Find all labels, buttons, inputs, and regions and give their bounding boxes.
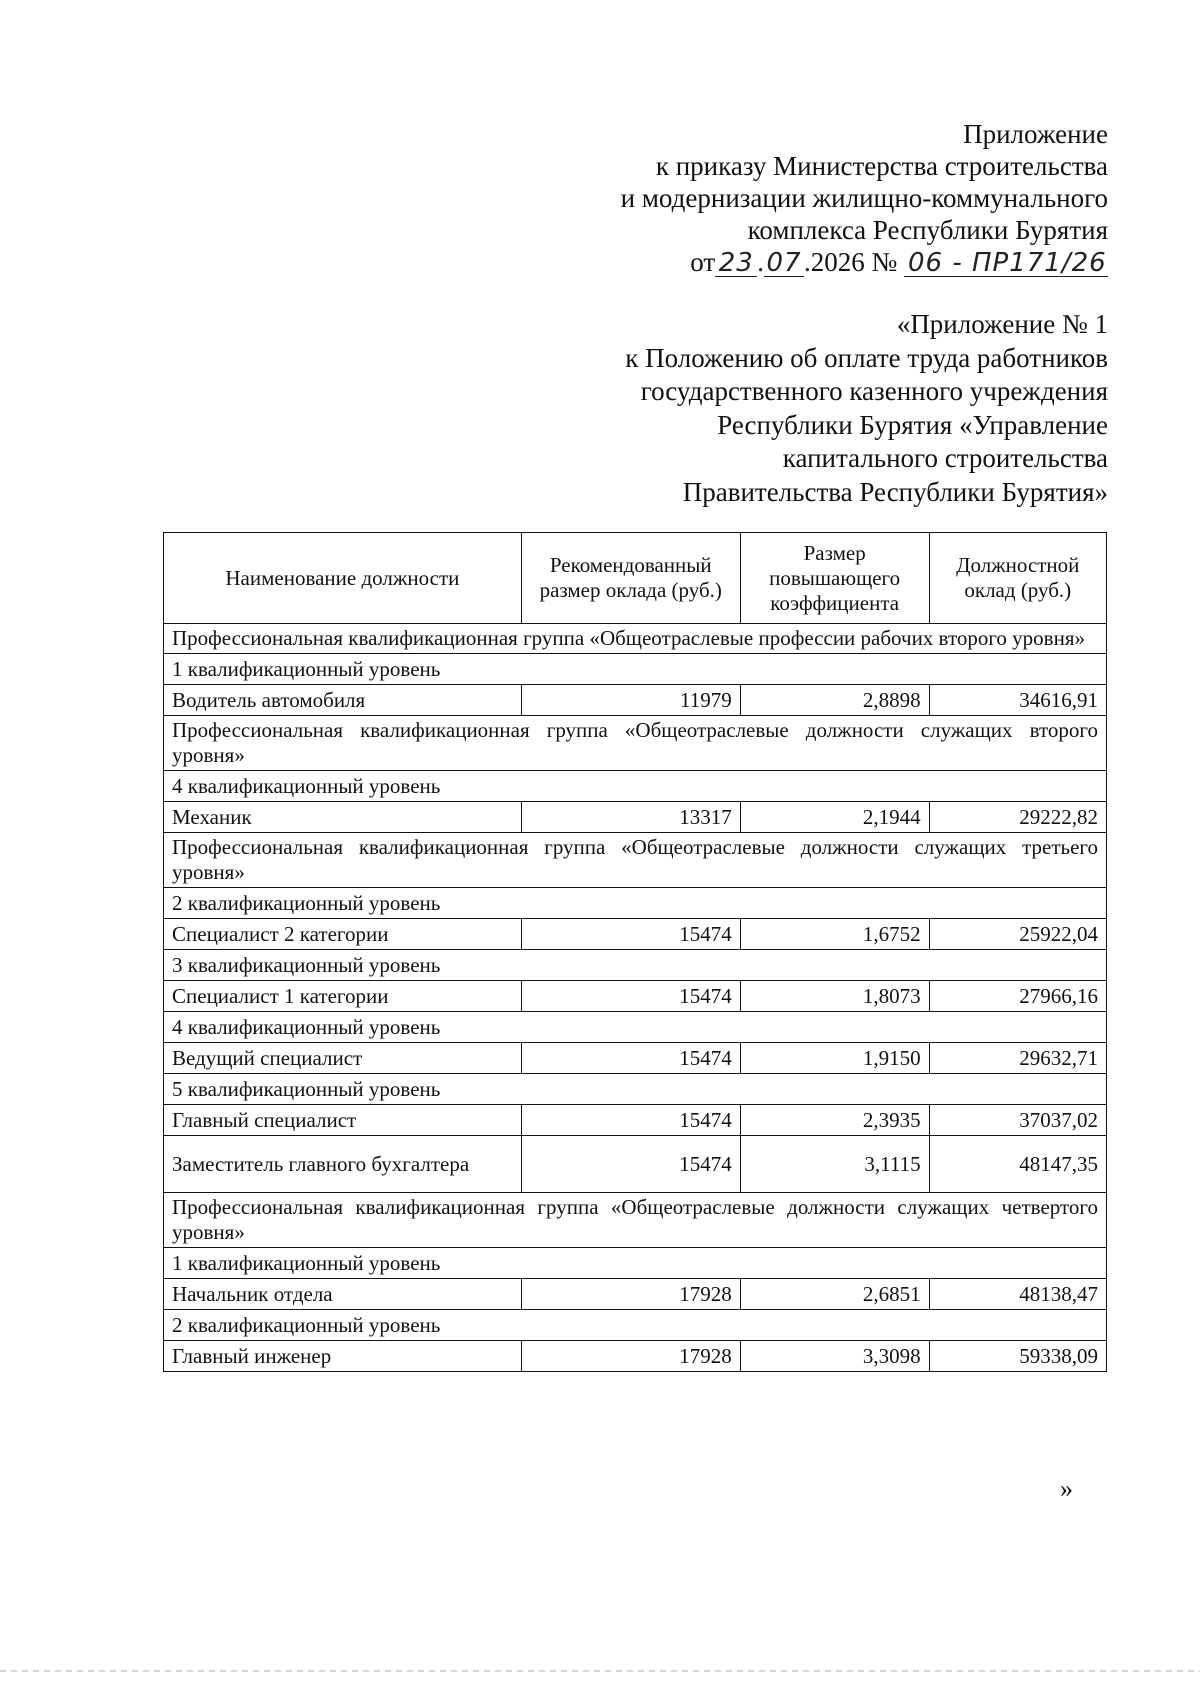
handwritten-day: 23: [715, 250, 757, 277]
official-salary: 34616,91: [929, 685, 1106, 716]
table-body: [164, 624, 1107, 1372]
date-separator: .: [757, 247, 764, 277]
group-row: [164, 1193, 1107, 1248]
annex-line-2: к Положению об оплате труда работников: [625, 342, 1108, 373]
recommended-salary: 17928: [521, 1341, 740, 1372]
table-row: [164, 919, 1107, 950]
header-line-3: и модернизации жилищно-коммунального: [620, 183, 1108, 213]
position-name: Главный инженер: [164, 1341, 522, 1372]
table-header-row: [164, 533, 1107, 624]
official-salary: 27966,16: [929, 981, 1106, 1012]
official-salary: 29222,82: [929, 802, 1106, 833]
qualification-level: 4 квалификационный уровень: [164, 771, 1107, 802]
qualification-level: 1 квалификационный уровень: [164, 1248, 1107, 1279]
level-row: [164, 888, 1107, 919]
official-salary: 29632,71: [929, 1043, 1106, 1074]
table-row: [164, 685, 1107, 716]
official-salary: 37037,02: [929, 1105, 1106, 1136]
official-salary: 48138,47: [929, 1279, 1106, 1310]
level-row: [164, 1310, 1107, 1341]
annex-line-5: капитального строительства: [782, 443, 1108, 473]
table-row: [164, 981, 1107, 1012]
appendix-header: [621, 118, 1108, 278]
position-name: Ведущий специалист: [164, 1043, 522, 1074]
recommended-salary: 15474: [521, 1043, 740, 1074]
position-name: Механик: [164, 802, 522, 833]
coefficient: 1,6752: [740, 919, 929, 950]
recommended-salary: 15474: [521, 1136, 740, 1193]
official-salary: 48147,35: [929, 1136, 1106, 1193]
qualification-level: 2 квалификационный уровень: [164, 888, 1107, 919]
header-line-4: комплекса Республики Бурятия: [747, 215, 1108, 245]
qualification-group-title: Профессиональная квалификационная группа «Общеотраслевые профессии рабочих второго уровня»: [164, 624, 1107, 654]
official-salary: 59338,09: [929, 1341, 1106, 1372]
level-row: [164, 771, 1107, 802]
qualification-level: 5 квалификационный уровень: [164, 1074, 1107, 1105]
handwritten-month: 07: [764, 250, 804, 277]
position-name: Специалист 2 категории: [164, 919, 522, 950]
coefficient: 2,3935: [740, 1105, 929, 1136]
annex-line-3: государственного казенного учреждения: [640, 376, 1108, 406]
position-name: Специалист 1 категории: [164, 981, 522, 1012]
closing-quote: »: [1060, 1474, 1073, 1503]
coefficient: 3,1115: [740, 1136, 929, 1193]
coefficient: 1,8073: [740, 981, 929, 1012]
level-row: [164, 1074, 1107, 1105]
recommended-salary: 15474: [521, 1105, 740, 1136]
qualification-level: 4 квалификационный уровень: [164, 1012, 1107, 1043]
header-official-salary: Должностной оклад (руб.): [929, 533, 1106, 624]
qualification-level: 3 квалификационный уровень: [164, 950, 1107, 981]
table-row: [164, 1341, 1107, 1372]
group-row: [164, 624, 1107, 654]
coefficient: 2,1944: [740, 802, 929, 833]
table-row: [164, 1279, 1107, 1310]
recommended-salary: 15474: [521, 981, 740, 1012]
handwritten-order-number: 06 - ПР171/26: [904, 250, 1108, 277]
level-row: [164, 1012, 1107, 1043]
table-row: [164, 802, 1107, 833]
salary-table: [163, 532, 1107, 1372]
table-row: [164, 1136, 1107, 1193]
level-row: [164, 654, 1107, 685]
coefficient: 2,8898: [740, 685, 929, 716]
annex-line-1: «Приложение № 1: [896, 309, 1108, 339]
level-row: [164, 950, 1107, 981]
coefficient: 2,6851: [740, 1279, 929, 1310]
qualification-group-title: Профессиональная квалификационная группа «Общеотраслевые должности служащих третьего уровня»: [164, 833, 1107, 888]
annex-title: [625, 308, 1108, 509]
table-row: [164, 1105, 1107, 1136]
recommended-salary: 15474: [521, 919, 740, 950]
header-recommended-salary: Рекомендованный размер оклада (руб.): [521, 533, 740, 624]
header-coefficient: Размер повышающего коэффициента: [740, 533, 929, 624]
date-year: .2026 №: [803, 247, 898, 277]
official-salary: 25922,04: [929, 919, 1106, 950]
position-name: Главный специалист: [164, 1105, 522, 1136]
level-row: [164, 1248, 1107, 1279]
coefficient: 3,3098: [740, 1341, 929, 1372]
coefficient: 1,9150: [740, 1043, 929, 1074]
group-row: [164, 833, 1107, 888]
recommended-salary: 11979: [521, 685, 740, 716]
position-name: Начальник отдела: [164, 1279, 522, 1310]
qualification-group-title: Профессиональная квалификационная группа «Общеотраслевые должности служащих четвертого уровня»: [164, 1193, 1107, 1248]
table-row: [164, 1043, 1107, 1074]
annex-line-6: Правительства Республики Бурятия»: [682, 476, 1108, 507]
position-name: Заместитель главного бухгалтера: [164, 1136, 522, 1193]
date-prefix: от: [690, 247, 716, 277]
header-position-name: Наименование должности: [164, 533, 522, 624]
scan-artifact-line: [0, 1670, 1200, 1672]
position-name: Водитель автомобиля: [164, 685, 522, 716]
qualification-group-title: Профессиональная квалификационная группа «Общеотраслевые должности служащих второго уровня»: [164, 716, 1107, 771]
group-row: [164, 716, 1107, 771]
annex-line-4: Республики Бурятия «Управление: [717, 409, 1108, 440]
header-line-2: к приказу Министерства строительства: [655, 151, 1108, 181]
order-date-line: [621, 246, 1108, 278]
recommended-salary: 17928: [521, 1279, 740, 1310]
qualification-level: 1 квалификационный уровень: [164, 654, 1107, 685]
recommended-salary: 13317: [521, 802, 740, 833]
header-line-1: Приложение: [963, 119, 1108, 149]
qualification-level: 2 квалификационный уровень: [164, 1310, 1107, 1341]
